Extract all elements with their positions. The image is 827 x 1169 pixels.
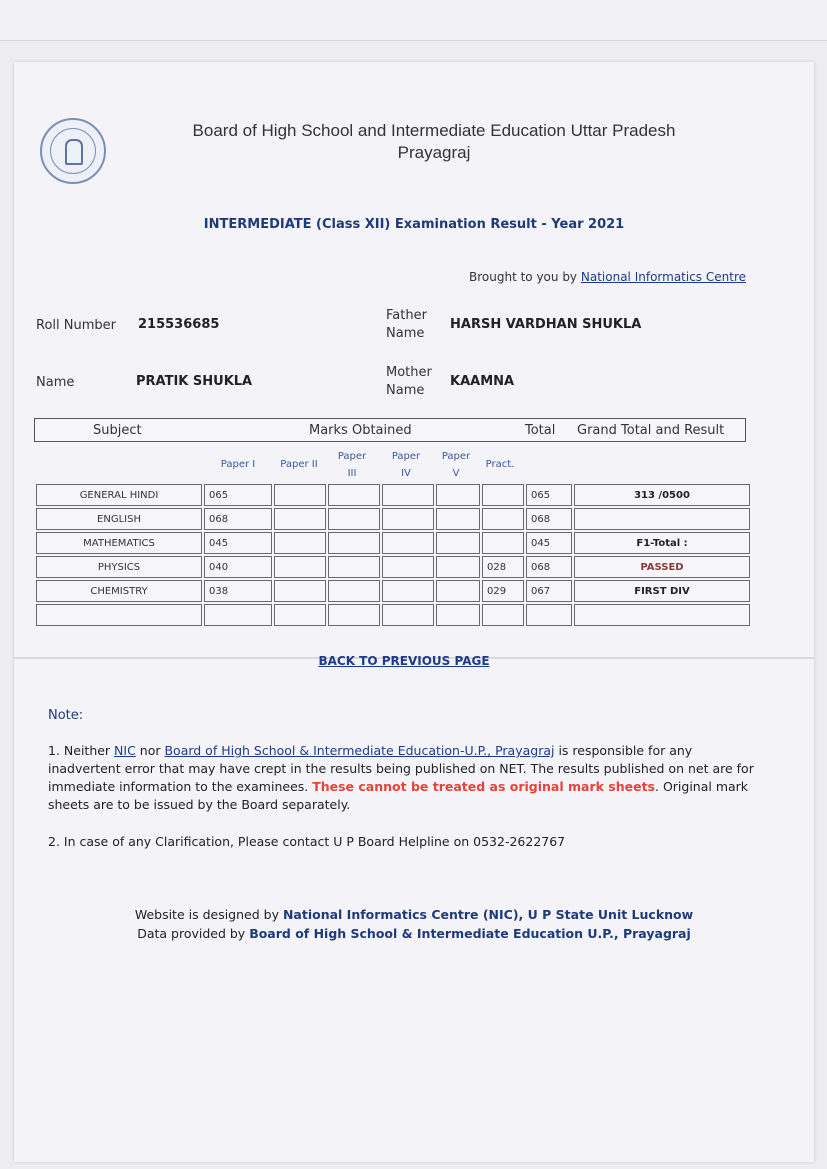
total-cell: 045	[526, 532, 572, 554]
subject-cell: PHYSICS	[36, 556, 202, 578]
exam-title: INTERMEDIATE (Class XII) Examination Result - Year 2021	[203, 217, 625, 232]
subject-cell: ENGLISH	[36, 508, 202, 530]
footer	[14, 905, 814, 943]
subject-cell: MATHEMATICS	[36, 532, 202, 554]
paper-4-header: Paper IV	[391, 451, 421, 479]
total-cell: 067	[526, 580, 572, 602]
table-row	[36, 532, 750, 554]
practical-cell	[482, 508, 524, 530]
brought-prefix: Brought to you by	[469, 270, 578, 284]
paper-1-cell: 038	[204, 580, 272, 602]
board-city: Prayagraj	[397, 143, 471, 162]
paper-5-header: Paper V	[441, 451, 471, 479]
division-cell: FIRST DIV	[574, 580, 750, 602]
paper-1-cell: 045	[204, 532, 272, 554]
note-1: 1. Neither NIC nor Board of High School & Intermediate Education-U.P., Prayagraj is responsible for any inadvertent error that may have crept in the results being published on NET. The results published on net are for immediate information to the examinees. These cannot be treated as original mark sheets. Original mark sheets are to be issued by the Board separately.	[48, 743, 754, 812]
result-sheet	[14, 62, 814, 1162]
board-note-link[interactable]: Board of High School & Intermediate Education-U.P., Prayagraj	[164, 743, 555, 758]
paper-1-cell: 065	[204, 484, 272, 506]
total-cell: 068	[526, 508, 572, 530]
paper-2-header: Paper II	[280, 459, 318, 470]
brought-by	[469, 270, 746, 284]
practical-cell	[482, 532, 524, 554]
paper-3-header: Paper III	[337, 451, 367, 479]
practical-cell: 029	[482, 580, 524, 602]
table-row	[36, 508, 750, 530]
board-name: Board of High School and Intermediate Education Uttar Pradesh	[192, 121, 676, 140]
student-name-value: PRATIK SHUKLA	[136, 374, 253, 389]
col-grand-total: Grand Total and Result	[577, 423, 725, 438]
note-2: 2. In case of any Clarification, Please contact U P Board Helpline on 0532-2622767	[48, 834, 566, 849]
col-total: Total	[525, 423, 556, 438]
note-title: Note:	[48, 708, 84, 723]
paper-1-header: Paper I	[220, 459, 256, 470]
practical-cell: 028	[482, 556, 524, 578]
mother-name-value: KAAMNA	[450, 374, 515, 389]
col-subject: Subject	[93, 423, 142, 438]
nic-link[interactable]: National Informatics Centre	[580, 270, 746, 284]
table-row	[36, 484, 750, 506]
footer-line-1: Website is designed by National Informatics Centre (NIC), U P State Unit Lucknow	[134, 907, 694, 922]
roll-number-value: 215536685	[138, 317, 220, 332]
subject-cell: GENERAL HINDI	[36, 484, 202, 506]
total-cell: 065	[526, 484, 572, 506]
mother-name-label: Mother Name	[386, 365, 432, 398]
scan-top-strip	[0, 0, 827, 41]
marks-table	[34, 482, 752, 628]
practical-cell	[482, 484, 524, 506]
paper-1-cell: 040	[204, 556, 272, 578]
result-cell	[574, 508, 750, 530]
division-label-cell: F1-Total :	[574, 532, 750, 554]
subject-cell: CHEMISTRY	[36, 580, 202, 602]
board-heading	[134, 120, 734, 164]
warning-text: These cannot be treated as original mark sheets	[312, 779, 655, 794]
roll-number-label: Roll Number	[36, 318, 116, 333]
father-name-value: HARSH VARDHAN SHUKLA	[450, 317, 642, 332]
table-row	[36, 580, 750, 602]
result-status-cell: PASSED	[574, 556, 750, 578]
nic-note-link[interactable]: NIC	[114, 743, 136, 758]
footer-line-2: Data provided by Board of High School & Intermediate Education U.P., Prayagraj	[137, 926, 691, 941]
back-to-previous-page-link[interactable]: BACK TO PREVIOUS PAGE	[318, 654, 490, 668]
paper-1-cell: 068	[204, 508, 272, 530]
col-marks-obtained: Marks Obtained	[309, 423, 412, 438]
name-label: Name	[36, 375, 75, 390]
grand-total-cell: 313 /0500	[574, 484, 750, 506]
up-government-emblem-icon	[40, 118, 106, 184]
practical-header: Pract.	[485, 459, 515, 470]
father-name-label: Father Name	[386, 308, 427, 341]
table-row-empty	[36, 604, 750, 626]
total-cell: 068	[526, 556, 572, 578]
table-row	[36, 556, 750, 578]
marks-table-header	[34, 418, 746, 442]
